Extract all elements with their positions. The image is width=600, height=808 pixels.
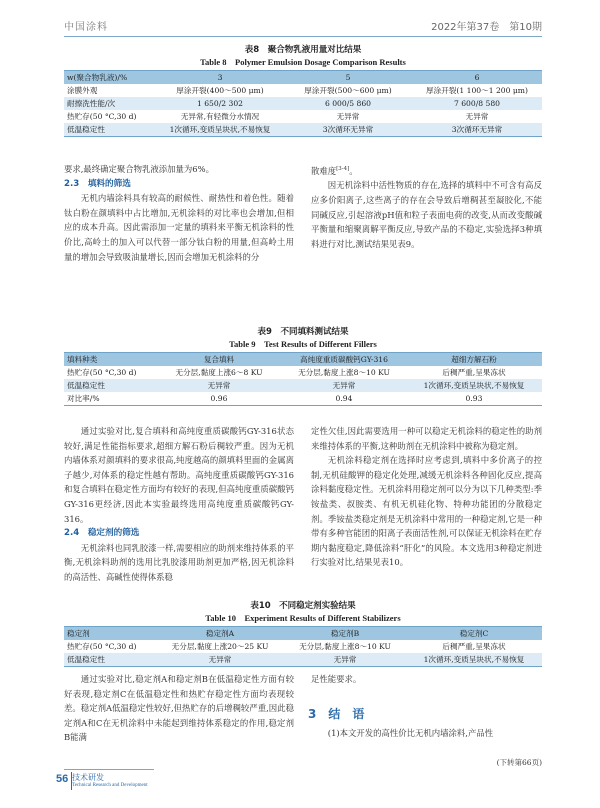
table-row — [64, 379, 542, 392]
continued-note: (下转第66页) — [496, 758, 542, 767]
right-column-block1 — [311, 162, 542, 251]
table-cell: 1次循环,变质呈块状,不易恢复 — [406, 379, 542, 392]
table-row — [64, 84, 542, 97]
table-cell: 热贮存(50 °C,30 d) — [64, 366, 156, 379]
table-cell: 无异常 — [156, 653, 284, 667]
right-column-block3 — [311, 672, 542, 687]
table-cell: 无异常 — [284, 110, 412, 123]
table-cell: 无异常 — [284, 653, 406, 667]
table-row — [64, 366, 542, 379]
table-cell: 0.93 — [406, 392, 542, 406]
table-cell: 对比率/% — [64, 392, 156, 406]
table-cell: 无异常 — [156, 379, 282, 392]
footer-section-zh: 技术研发 — [72, 773, 104, 782]
table-header-cell: 稳定剂C — [406, 627, 542, 641]
table10 — [64, 626, 542, 667]
table8-caption-en: Table 8 Polymer Emulsion Dosage Comparison Results — [200, 57, 406, 67]
page-header — [0, 0, 600, 40]
left-column-block2 — [64, 424, 294, 585]
table-cell: 1次循环,变质呈块状,不易恢复 — [156, 123, 284, 137]
table-cell: 无分层,黏度上涨8～10 KU — [284, 640, 406, 653]
table-cell: 耐擦洗性能/次 — [64, 97, 156, 110]
table-header-cell: w(聚合物乳液)/% — [64, 71, 156, 85]
text: 散难度 — [311, 165, 337, 176]
header-rule — [64, 36, 542, 37]
table-header-cell: 稳定剂 — [64, 627, 156, 641]
table-header-cell: 稳定剂B — [284, 627, 406, 641]
table-header-cell: 超细方解石粉 — [406, 353, 542, 367]
table-header-cell: 6 — [412, 71, 542, 85]
table-cell: 无分层,黏度上涨8～10 KU — [282, 366, 406, 379]
table-cell: 无异常 — [282, 379, 406, 392]
table-cell: 热贮存(50 °C,30 d) — [64, 640, 156, 653]
table-cell: 后稠严重,呈果冻状 — [406, 640, 542, 653]
table9-caption-en: Table 9 Test Results of Different Fillers — [229, 339, 377, 349]
table-cell: 7 600/8 580 — [412, 97, 542, 110]
paragraph: 定性欠佳,因此需要选用一种可以稳定无机涂料的稳定性的助剂来维持体系的平衡,这种助剂在无机涂料中被称为稳定剂。 — [311, 426, 542, 451]
table9-caption — [64, 326, 542, 350]
paragraph — [311, 162, 542, 178]
table-cell: 1 650/2 302 — [156, 97, 284, 110]
text: 。 — [349, 165, 358, 176]
paragraph: 因无机涂料中活性物质的存在,选择的填料中不可含有高反应多价阳离子,这些离子的存在会导致后增稠甚至凝胶化,不能同碱反应,引起溶液pH值和粒子表面电荷的改变,从而改变酸碱平衡量和缩聚离解平衡反应,导致产品的不稳定,实验选择3种填料进行对比,测试结果见表9。 — [311, 180, 542, 249]
table-cell: 无分层,黏度上涨20～25 KU — [156, 640, 284, 653]
table-cell: 涂膜外观 — [64, 84, 156, 97]
table9 — [64, 352, 542, 406]
paragraph: 无机内墙涂料具有较高的耐候性、耐热性和着色性。随着钛白粉在颜填料中占比增加,无机涂料的对比率也会增加,但相应的成本升高。因此需添加一定量的填料来平衡无机涂料的性价比,高岭土的加入可以代替一部分钛白粉的用量,但高岭土用量的增加会导致吸油量增长,因而会增加无机涂料的分 — [64, 193, 294, 262]
issue-info: 2022年第37卷 第10期 — [431, 22, 542, 33]
left-column-block1 — [64, 162, 294, 264]
footer-section-en: Technical Research and Development — [72, 783, 148, 788]
table-cell: 热贮存(50 °C,30 d) — [64, 110, 156, 123]
table-header-cell: 高纯度重质碳酸钙GY-316 — [282, 353, 406, 367]
citation: [3-4] — [336, 166, 350, 172]
section-heading-3: 3 结 语 — [308, 707, 365, 721]
footer-rule — [64, 769, 154, 770]
table-cell: 3次循环无异常 — [412, 123, 542, 137]
table-header-cell: 稳定剂A — [156, 627, 284, 641]
right-column-block2 — [311, 424, 542, 570]
table-header-cell: 复合填料 — [156, 353, 282, 367]
table-cell: 6 000/5 860 — [284, 97, 412, 110]
table-header-cell: 填料种类 — [64, 353, 156, 367]
table-cell: 低温稳定性 — [64, 653, 156, 667]
table8-caption-zh: 表8 聚合物乳液用量对比结果 — [244, 45, 362, 55]
table8-caption — [64, 44, 542, 68]
table10-caption — [64, 600, 542, 624]
table-row — [64, 653, 542, 667]
table-cell: 无分层,黏度上涨6～8 KU — [156, 366, 282, 379]
paragraph: (1)本文开发的高性价比无机内墙涂料,产品性 — [327, 728, 494, 738]
table-cell: 1次循环,变质呈块状,不易恢复 — [406, 653, 542, 667]
table9-header-row — [64, 353, 542, 367]
table10-caption-en: Table 10 Experiment Results of Different Stabilizers — [205, 613, 401, 623]
table8-header-row — [64, 71, 542, 85]
paragraph: 通过实验对比,稳定剂A和稳定剂B在低温稳定性方面有较好表现,稳定剂C在低温稳定性和热贮存稳定性方面均表现较差。稳定剂A低温稳定性较好,但热贮存的后增稠较严重,因此稳定剂A和C在无机涂料中未能起到维持体系稳定的作用,稳定剂B能满 — [64, 674, 294, 743]
table-cell: 无异常,有轻微分水情况 — [156, 110, 284, 123]
left-column-block3 — [64, 672, 294, 745]
paragraph: 通过实验对比,复合填料和高纯度重质碳酸钙GY-316状态较好,满足性能指标要求,超细方解石粉后稠较严重。因为无机内墙体系对颜填料的要求很高,纯度越高的颜填料里面的金属离子越少,对体系的稳定性越有帮助。高纯度重质碳酸钙GY-316和复合填料在稳定性方面均有较好的表现,但高纯度重质碳酸钙GY-316更经济,因此本实验最终选用高纯度重质碳酸钙GY-316。 — [64, 426, 294, 524]
table10-header-row — [64, 627, 542, 641]
table8 — [64, 70, 542, 137]
table-row — [64, 640, 542, 653]
table-row — [64, 123, 542, 137]
page-number: 56 — [56, 773, 69, 785]
paragraph: 无机涂料也同乳胶漆一样,需要相应的助剂来维持体系的平衡,无机涂料助剂的选用比乳胶漆用助剂更加严格,因无机涂料的高活性、高碱性使得体系稳 — [64, 542, 294, 582]
table10-caption-zh: 表10 不同稳定剂实验结果 — [250, 601, 356, 611]
table-row — [64, 392, 542, 406]
paragraph: 要求,最终确定聚合物乳液添加量为6%。 — [64, 164, 214, 174]
paragraph: 足性能要求。 — [311, 674, 362, 684]
table9-caption-zh: 表9 不同填料测试结果 — [257, 327, 349, 337]
table-cell: 后稠严重,呈果冻状 — [406, 366, 542, 379]
table-header-cell: 3 — [156, 71, 284, 85]
table-cell: 厚涂开裂(1 100～1 200 μm) — [412, 84, 542, 97]
right-column-block3b — [311, 726, 542, 741]
table-cell: 厚涂开裂(500～600 μm) — [284, 84, 412, 97]
table-cell: 厚涂开裂(400～500 μm) — [156, 84, 284, 97]
table-cell: 无异常 — [412, 110, 542, 123]
journal-name: 中国涂料 — [64, 22, 108, 33]
table-row — [64, 110, 542, 123]
table-cell: 0.96 — [156, 392, 282, 406]
table-cell: 3次循环无异常 — [284, 123, 412, 137]
table-cell: 低温稳定性 — [64, 123, 156, 137]
table-header-cell: 5 — [284, 71, 412, 85]
table-cell: 低温稳定性 — [64, 379, 156, 392]
section-heading-2-4: 2.4 稳定剂的筛选 — [64, 528, 140, 539]
paragraph: 无机涂料稳定剂在选择时应考虑到,填料中多价离子的控制,无机硅酸钾的稳定化处理,减缓无机涂料各种固化反应,提高涂料黏度稳定性。无机涂料用稳定剂可以分为以下几种类型:季铵盐类、叔胺类、有机无机硅化物、特种功能团的分散稳定剂。季铵盐类稳定剂是无机涂料中常用的一种稳定剂,它是一种带有多种官能团的阳离子表面活性剂,可以保证无机涂料在贮存期内黏度稳定,降低涂料“肝化”的风险。本文选用3种稳定剂进行实验对比,结果见表10。 — [311, 455, 542, 568]
table-row — [64, 97, 542, 110]
section-heading-2-3: 2.3 填料的筛选 — [64, 178, 131, 189]
table-cell: 0.94 — [282, 392, 406, 406]
